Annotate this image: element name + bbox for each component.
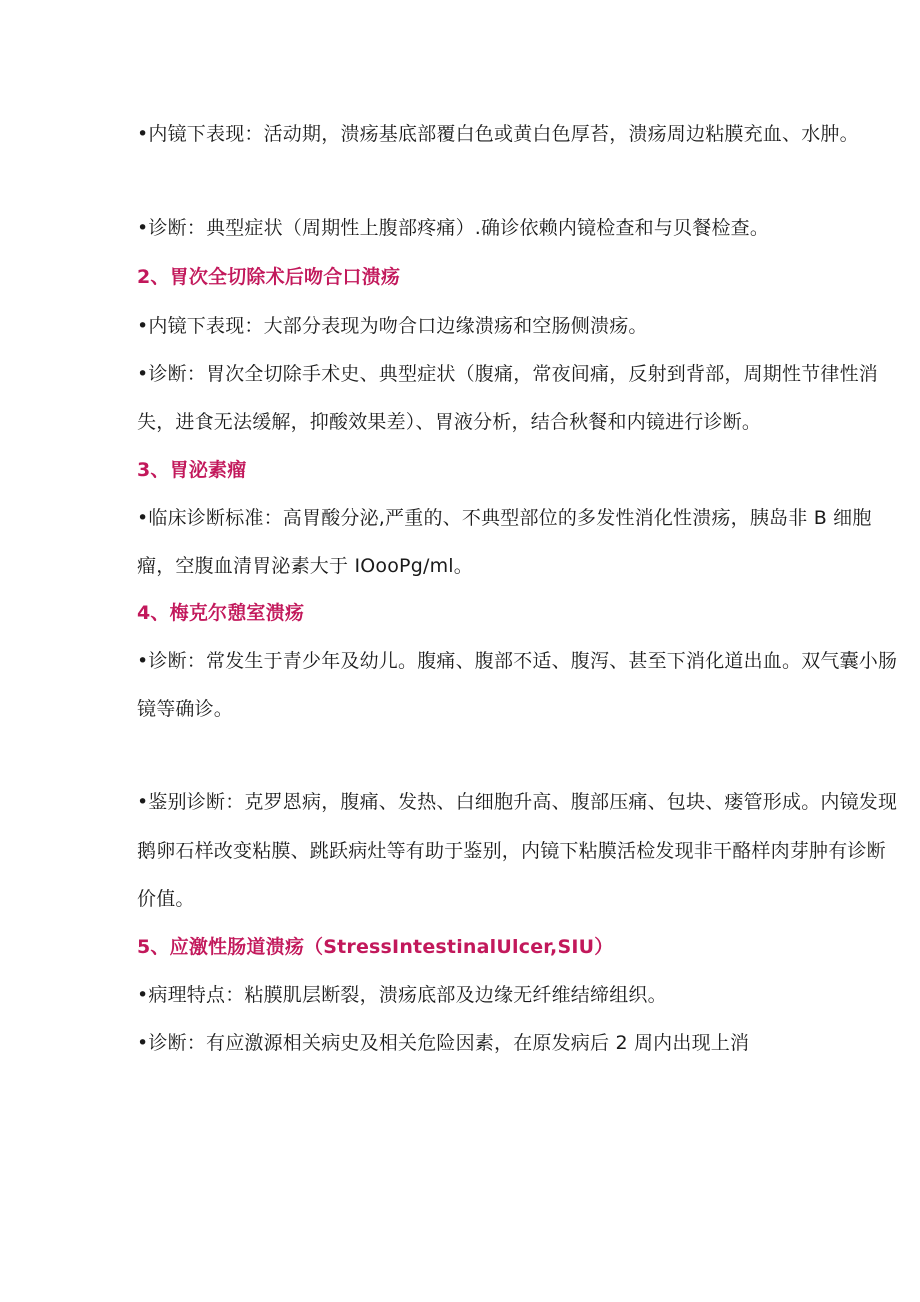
paragraph-pathology-features: •病理特点：粘膜肌层断裂，溃疡底部及边缘无纤维结缔组织。 <box>137 984 667 1006</box>
paragraph-meckel-diagnosis-line-1: •诊断：常发生于青少年及幼儿。腹痛、腹部不适、腹泻、甚至下消化道出血。双气囊小肠 <box>137 650 898 672</box>
section-heading-3: 3、胃泌素瘤 <box>137 459 247 481</box>
paragraph-gastrinoma-criteria-line-2: 瘤，空腹血清胃泌素大于 IOooPg/ml。 <box>137 555 473 577</box>
paragraph-endoscopy-active: •内镜下表现：活动期，溃疡基底部覆白色或黄白色厚苔，溃疡周边粘膜充血、水肿。 <box>137 123 859 145</box>
paragraph-gastrinoma-criteria-line-1: •临床诊断标准：高胃酸分泌,严重的、不典型部位的多发性消化性溃疡，胰岛非 B 细胞 <box>137 507 872 529</box>
paragraph-differential-line-3: 价值。 <box>137 888 195 910</box>
paragraph-diagnosis-typical: •诊断：典型症状（周期性上腹部疼痛）.确诊依赖内镜检查和与贝餐检查。 <box>137 217 770 239</box>
paragraph-differential-line-2: 鹅卵石样改变粘膜、跳跃病灶等有助于鉴别，内镜下粘膜活检发现非干酪样肉芽肿有诊断 <box>137 840 886 862</box>
section-heading-2: 2、胃次全切除术后吻合口溃疡 <box>137 266 401 288</box>
paragraph-diagnosis-gastrectomy-line-1: •诊断：胃次全切除手术史、典型症状（腹痛，常夜间痛，反射到背部，周期性节律性消 <box>137 363 879 385</box>
paragraph-differential-line-1: •鉴别诊断：克罗恩病，腹痛、发热、白细胞升高、腹部压痛、包块、瘘管形成。内镜发现 <box>137 791 898 813</box>
paragraph-diagnosis-gastrectomy-line-2: 失，进食无法缓解，抑酸效果差）、胃液分析，结合秋餐和内镜进行诊断。 <box>137 411 762 433</box>
section-heading-5: 5、应激性肠道溃疡（StressIntestinalUlcer,SIU） <box>137 936 614 958</box>
paragraph-endoscopy-anastomotic: •内镜下表现：大部分表现为吻合口边缘溃疡和空肠侧溃疡。 <box>137 315 648 337</box>
paragraph-stress-ulcer-diagnosis: •诊断：有应激源相关病史及相关危险因素，在原发病后 2 周内出现上消 <box>137 1032 750 1054</box>
paragraph-meckel-diagnosis-line-2: 镜等确诊。 <box>137 698 234 720</box>
section-heading-4: 4、梅克尔憩室溃疡 <box>137 602 305 624</box>
